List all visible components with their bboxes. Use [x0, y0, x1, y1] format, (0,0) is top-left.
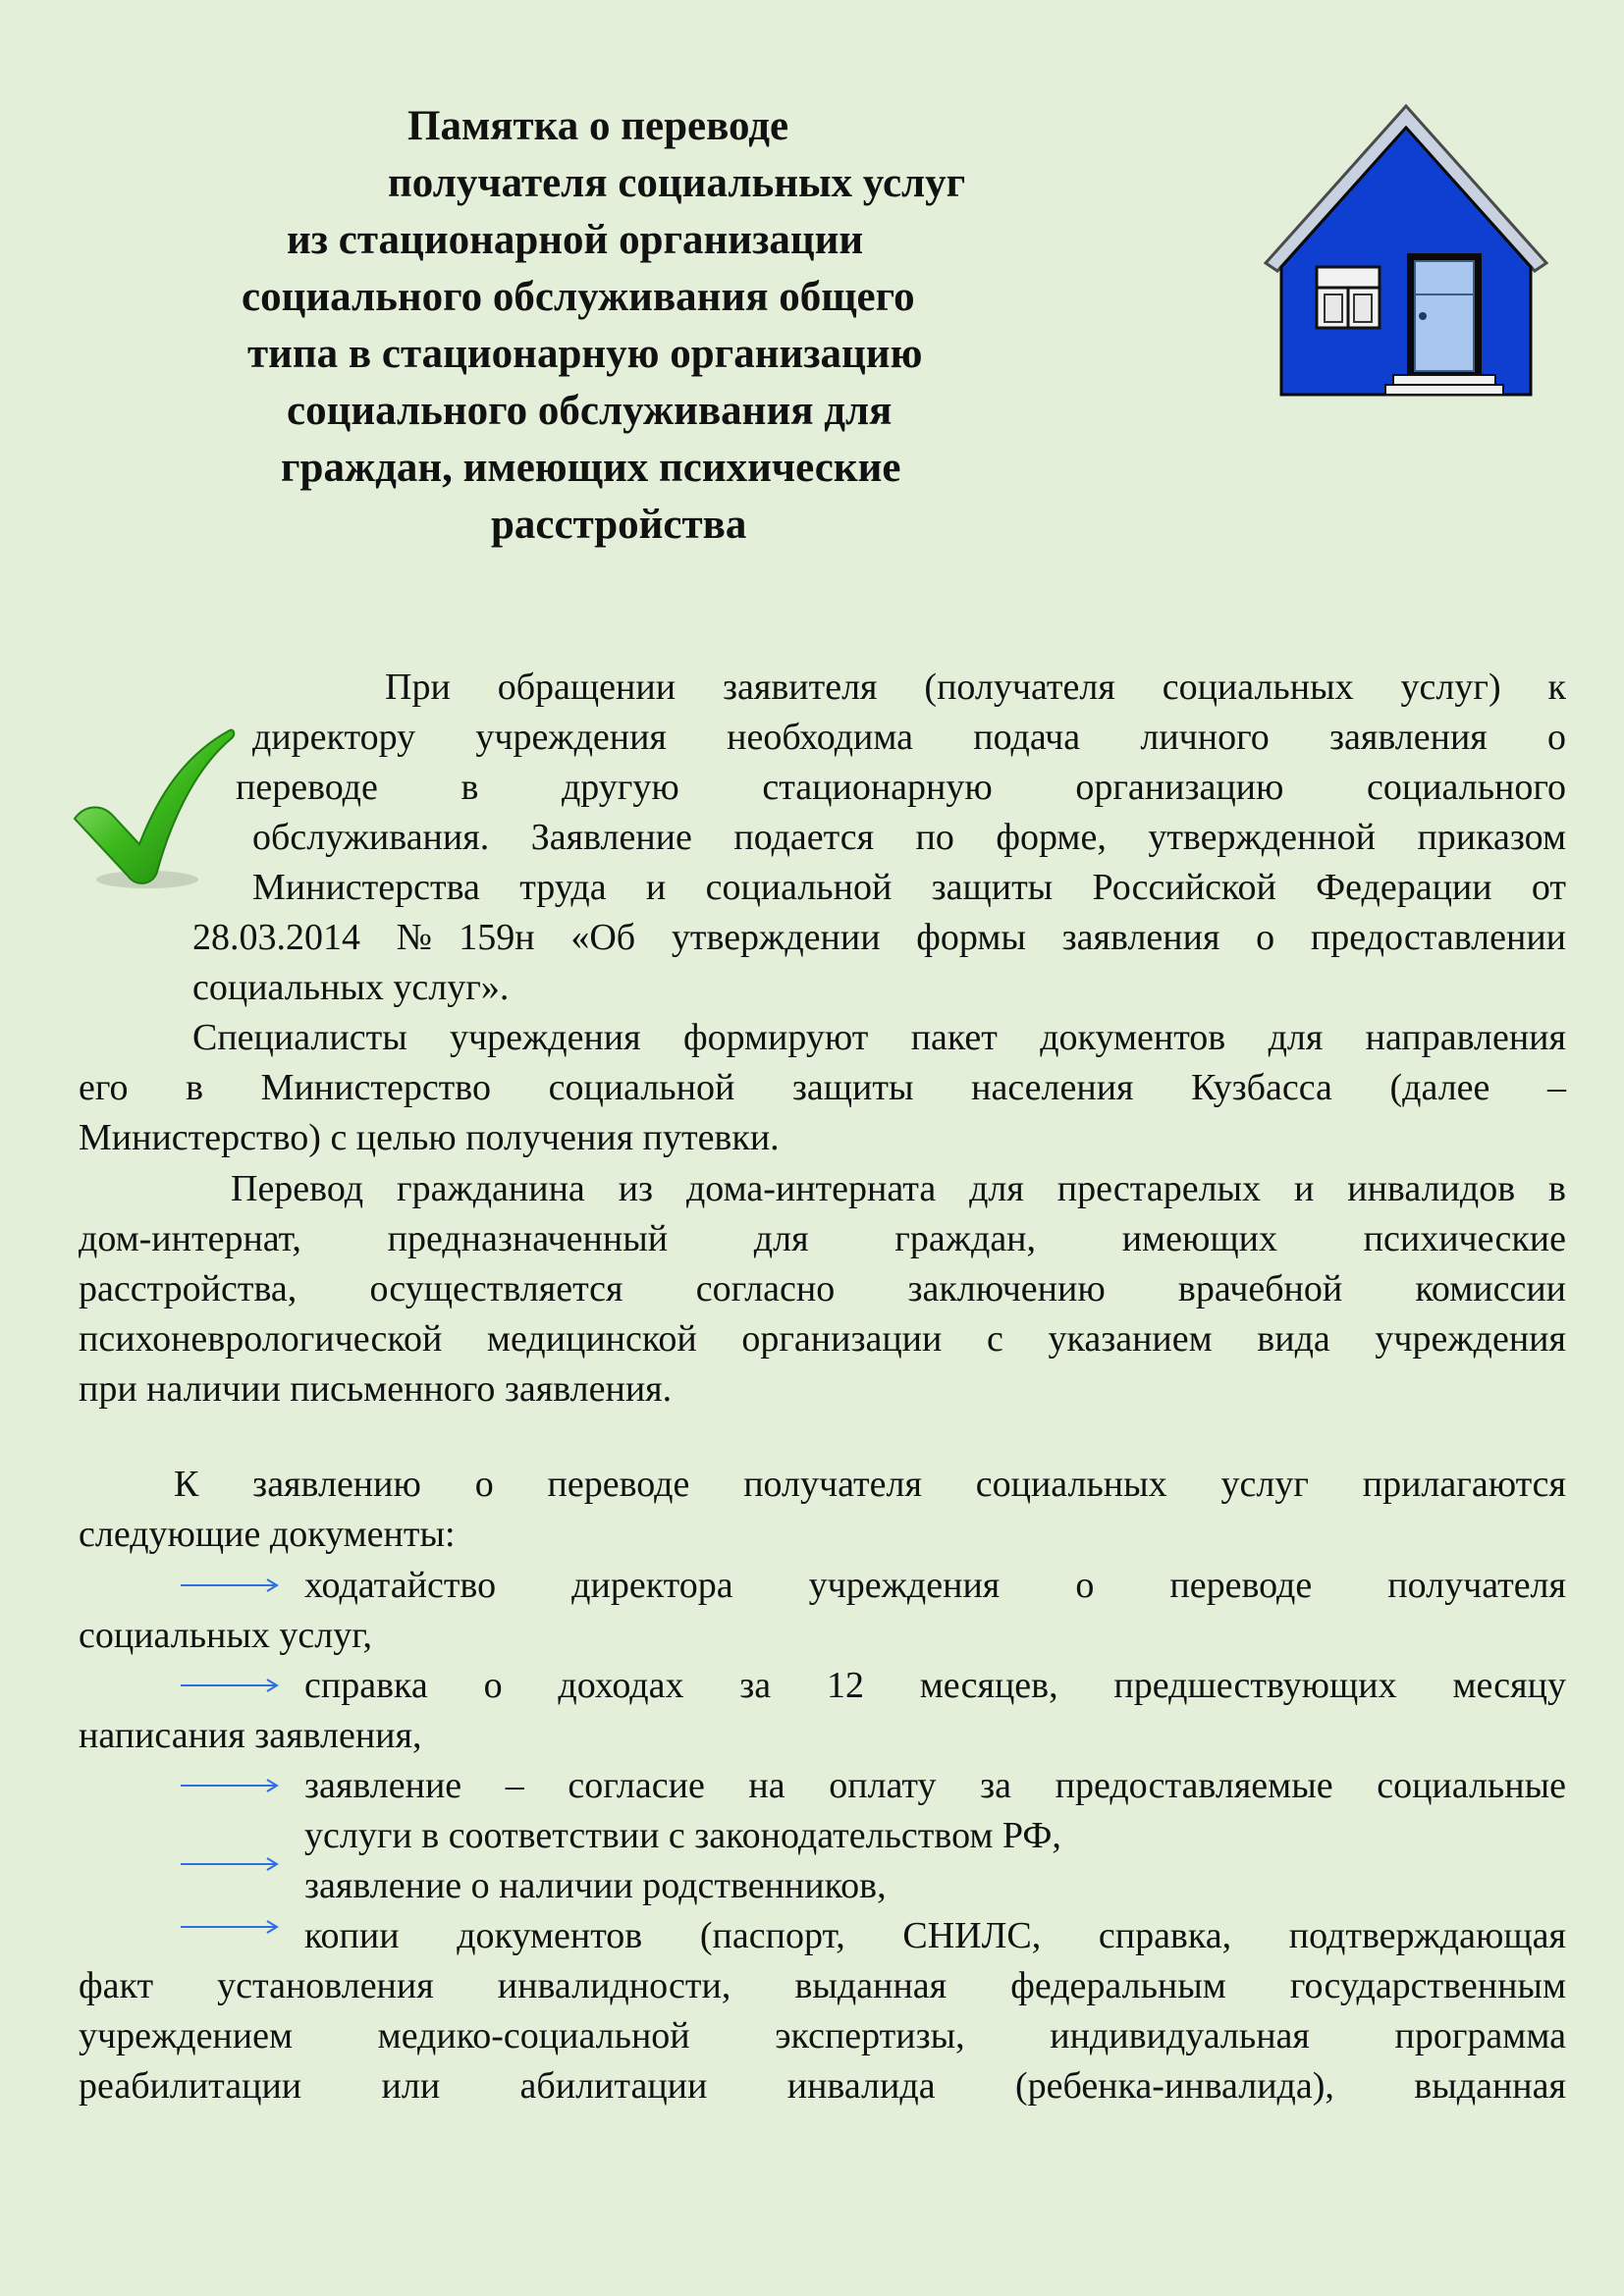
body-line: психоневрологической медицинской организации с указанием вида учреждения	[79, 1318, 1566, 1360]
body-line: расстройства, осуществляется согласно заключению врачебной комиссии	[79, 1268, 1566, 1309]
body-line: социальных услуг».	[192, 967, 510, 1008]
body-line: при наличии письменного заявления.	[79, 1368, 673, 1410]
body-line: Министерства труда и социальной защиты Российской Федерации от	[252, 867, 1566, 908]
body-line: Перевод гражданина из дома-интерната для престарелых и инвалидов в	[231, 1168, 1566, 1209]
body-line: переводе в другую стационарную организацию социального	[236, 767, 1566, 808]
title-line: Памятка о переводе	[407, 103, 789, 149]
house-icon	[1260, 98, 1552, 400]
checkmark-icon	[71, 724, 236, 893]
body-line: Специалисты учреждения формируют пакет документов для направления	[192, 1017, 1566, 1058]
title-line: получателя социальных услуг	[388, 160, 966, 206]
body-line: дом-интернат, предназначенный для граждан, имеющих психические	[79, 1218, 1566, 1259]
title-line: социального обслуживания для	[287, 388, 893, 434]
body-line: учреждением медико-социальной экспертизы, индивидуальная программа	[79, 2015, 1566, 2056]
list-item: заявление о наличии родственников,	[304, 1865, 887, 1906]
body-line: услуги в соответствии с законодательством РФ,	[304, 1815, 1061, 1856]
title-line: граждан, имеющих психические	[281, 445, 901, 491]
title-line: расстройства	[491, 502, 747, 548]
body-line: Министерство) с целью получения путевки.	[79, 1117, 780, 1158]
body-line: социальных услуг,	[79, 1615, 373, 1656]
body-line: написания заявления,	[79, 1715, 422, 1756]
list-item: ходатайство директора учреждения о переводе получателя	[304, 1565, 1566, 1606]
body-line: директору учреждения необходима подача личного заявления о	[252, 717, 1566, 758]
body-line: реабилитации или абилитации инвалида (ребенка-инвалида), выданная	[79, 2065, 1566, 2107]
body-line: К заявлению о переводе получателя социальных услуг прилагаются	[174, 1464, 1566, 1505]
arrow-right-icon	[181, 1678, 285, 1693]
body-line: 28.03.2014 №159н «Об утверждении формы заявления о предоставлении	[192, 917, 1566, 958]
arrow-right-icon	[181, 1856, 285, 1872]
arrow-right-icon	[181, 1577, 285, 1593]
body-line: его в Министерство социальной защиты населения Кузбасса (далее –	[79, 1067, 1566, 1108]
title-line: социального обслуживания общего	[242, 274, 915, 320]
title-line: из стационарной организации	[287, 217, 864, 263]
list-item: копии документов (паспорт, СНИЛС, справка, подтверждающая	[304, 1915, 1566, 1956]
list-item: заявление – согласие на оплату за предоставляемые социальные	[304, 1765, 1566, 1806]
body-line: следующие документы:	[79, 1514, 456, 1555]
body-line: При обращении заявителя (получателя социальных услуг) к	[385, 667, 1566, 708]
arrow-right-icon	[181, 1778, 285, 1793]
title-line: типа в стационарную организацию	[247, 331, 923, 377]
body-line: обслуживания. Заявление подается по форме, утвержденной приказом	[252, 817, 1566, 858]
list-item: справка о доходах за 12 месяцев, предшествующих месяцу	[304, 1665, 1566, 1706]
arrow-right-icon	[181, 1919, 285, 1935]
body-line: факт установления инвалидности, выданная федеральным государственным	[79, 1965, 1566, 2006]
